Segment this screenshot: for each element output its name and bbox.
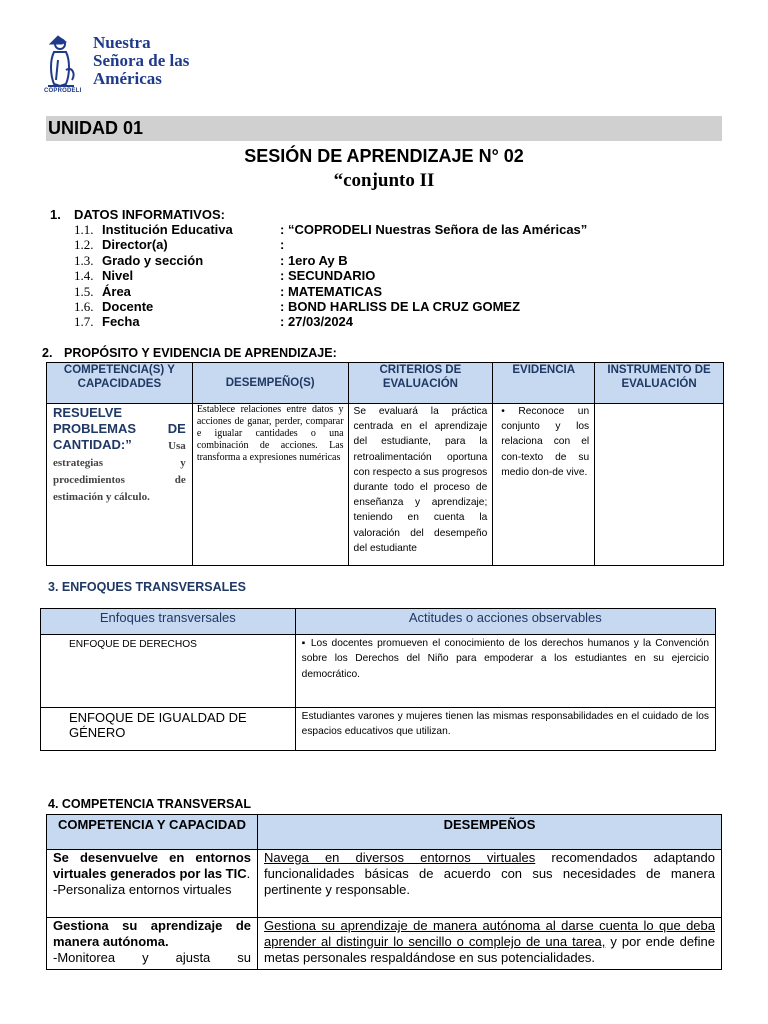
session-topic: “conjunto II	[333, 170, 435, 191]
cell-enfoque-igualdad: ENFOQUE DE IGUALDAD DE GÉNERO	[41, 708, 296, 751]
cell-competencia-tic: Se desenvuelve en entornos virtuales generados por las TIC. -Personaliza entornos virtuales	[47, 850, 258, 918]
bullet-icon: •	[501, 406, 519, 417]
logo-wordmark: Nuestra Señora de las Américas	[93, 33, 190, 88]
square-bullet-icon: ▪	[301, 638, 311, 649]
info-row-grade: 1.3. Grado y sección : 1ero Ay B	[74, 252, 348, 268]
header-competencia-capacidad: COMPETENCIA Y CAPACIDAD	[47, 815, 258, 850]
cell-actitud-derechos: ▪ Los docentes promueven el conocimiento de los derechos humanos y la Convención sobre los Derechos del Niño para empoderar a los estudiantes en su ejercicio democrático.	[295, 635, 715, 708]
purpose-evidence-table	[46, 362, 724, 566]
header-instrumento: INSTRUMENTO DE EVALUACIÓN	[595, 363, 724, 404]
general-info-list	[74, 222, 587, 330]
info-row-teacher: 1.6. Docente : BOND HARLISS DE LA CRUZ GOMEZ	[74, 299, 521, 315]
cell-competencia-autonoma: Gestiona su aprendizaje de manera autónoma. -Monitorea y ajusta su	[47, 918, 258, 970]
cell-desempeno-autonoma: Gestiona su aprendizaje de manera autónoma al darse cuenta lo que deba aprender al distinguir lo sencillo o complejo de una tarea, y por ende define metas personales respaldándose en sus potencialidades.	[258, 918, 722, 970]
header-desempenos: DESEMPEÑOS	[258, 815, 722, 850]
section-1-heading: 1. DATOS INFORMATIVOS:	[50, 207, 225, 222]
info-row-institution: 1.1. Institución Educativa : “COPRODELI Nuestras Señora de las Américas”	[74, 222, 588, 237]
cell-actitud-igualdad: Estudiantes varones y mujeres tienen las mismas responsabilidades en el cuidado de los espacios educativos que utilizan.	[295, 708, 715, 751]
header-evidencia: EVIDENCIA	[493, 363, 595, 404]
session-title: SESIÓN DE APRENDIZAJE N° 02	[244, 146, 524, 166]
cell-evidencia: • Reconoce un conjunto y los relaciona con el con-texto de su medio don-de vive.	[493, 404, 595, 566]
header-desempeno: DESEMPEÑO(S)	[192, 363, 348, 404]
header-actitudes: Actitudes o acciones observables	[295, 609, 715, 635]
section-3-heading: 3. ENFOQUES TRANSVERSALES	[48, 580, 246, 594]
logo-subtitle: COPRODELI	[44, 88, 82, 94]
transversal-approaches-table	[40, 608, 716, 751]
transversal-competence-table	[46, 814, 722, 970]
info-row-date: 1.7. Fecha : 27/03/2024	[74, 314, 354, 330]
header-competencia: COMPETENCIA(S) Y CAPACIDADES	[47, 363, 193, 404]
cell-criterios: Se evaluará la práctica centrada en el aprendizaje del estudiante, para la retroalimentación oportuna con respecto a sus progresos durante todo el proceso de enseñanza y aprendizaje; teniendo en cuenta la valoración del desempeño del estudiante	[348, 404, 493, 566]
cell-competencia: RESUELVE PROBLEMAS DE CANTIDAD:” Usa estrategias y procedimientos de estimación y cálculo.	[47, 404, 193, 566]
info-row-level: 1.4. Nivel : SECUNDARIO	[74, 268, 376, 284]
section-2-heading: 2. PROPÓSITO Y EVIDENCIA DE APRENDIZAJE:	[42, 346, 337, 360]
header-enfoques: Enfoques transversales	[41, 609, 296, 635]
unit-banner: UNIDAD 01	[46, 116, 722, 141]
header-criterios: CRITERIOS DE EVALUACIÓN	[348, 363, 493, 404]
cell-enfoque-derechos: ENFOQUE DE DERECHOS	[41, 635, 296, 708]
cell-instrumento	[595, 404, 724, 566]
info-row-director: 1.2. Director(a) :	[74, 237, 285, 253]
info-row-area: 1.5. Área : MATEMATICAS	[74, 283, 383, 299]
section-4-heading: 4. COMPETENCIA TRANSVERSAL	[48, 797, 252, 811]
cell-desempeno: Establece relaciones entre datos y acciones de ganar, perder, comparar e igualar cantidades o una combinación de acciones. Las transforma a expresiones numéricas	[192, 404, 348, 566]
cell-desempeno-tic: Navega en diversos entornos virtuales recomendados adaptando funcionalidades básicas de acuerdo con sus necesidades de manera pertinente y responsable.	[258, 850, 722, 918]
